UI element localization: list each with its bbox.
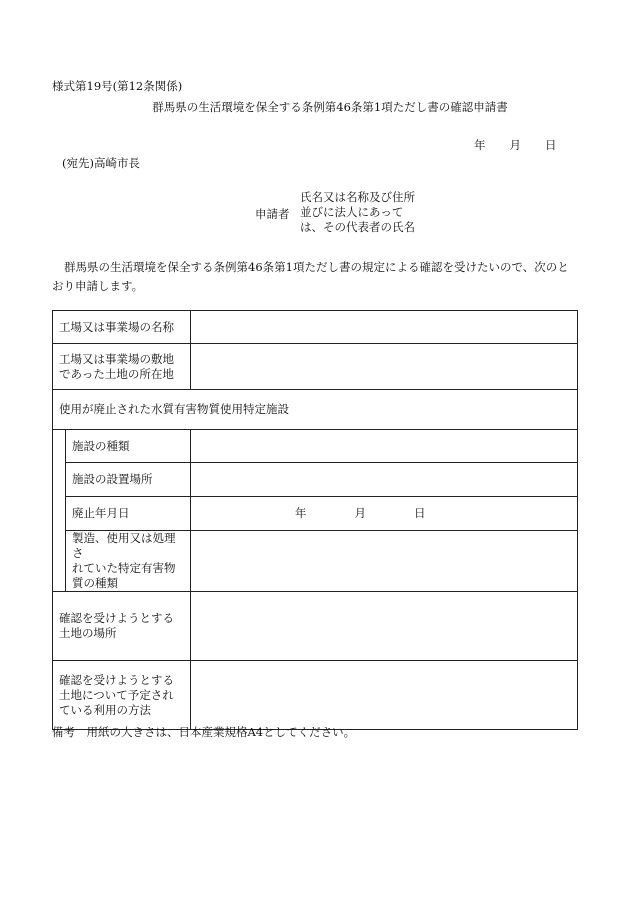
factory-location-label — [53, 344, 191, 390]
applicant-fields — [300, 190, 415, 235]
table-row — [53, 311, 578, 344]
table-row — [53, 430, 578, 463]
application-date — [474, 137, 557, 153]
application-statement: 群馬県の生活環境を保全する条例第46条第1項ただし書の規定による確認を受けたいので、次のとおり申請します。 — [52, 260, 569, 293]
land-use-label — [53, 661, 191, 730]
factory-name-label: 工場又は事業場の名称 — [53, 311, 191, 344]
document-title: 群馬県の生活環境を保全する条例第46条第1項ただし書の確認申請書 — [152, 100, 508, 114]
table-row — [53, 344, 578, 390]
date-month-label: 月 — [509, 138, 521, 152]
abolition-month-label: 月 — [354, 506, 366, 520]
land-use-field[interactable] — [191, 661, 578, 730]
applicant-label: 申請者 — [255, 207, 290, 221]
abolition-date-field[interactable] — [191, 497, 578, 531]
substance-type-label — [66, 531, 191, 592]
table-row — [53, 592, 578, 661]
abolition-date-label: 廃止年月日 — [66, 497, 191, 531]
substance-type-label-line: 質の種類 — [72, 576, 118, 590]
addressee: (宛先)高崎市長 — [62, 156, 140, 170]
table-row — [53, 661, 578, 730]
form-number: 様式第19号(第12条関係) — [52, 79, 183, 93]
substance-type-label-line: 製造、使用又は処理さ — [72, 531, 176, 560]
facility-place-label: 施設の設置場所 — [66, 463, 191, 497]
table-row — [53, 531, 578, 592]
applicant-line-1: 氏名又は名称及び住所 — [300, 190, 415, 204]
remarks-note: 備考 用紙の大きさは、日本産業規格A4としてください。 — [52, 725, 356, 739]
facility-place-field[interactable] — [191, 463, 578, 497]
land-use-label-line: 土地について予定され — [59, 687, 174, 702]
abolition-day-label: 日 — [414, 506, 426, 520]
table-row — [53, 390, 578, 430]
applicant-line-2: 並びに法人にあって — [300, 205, 404, 219]
factory-name-field[interactable] — [191, 311, 578, 344]
factory-location-field[interactable] — [191, 344, 578, 390]
substance-type-field[interactable] — [191, 531, 578, 592]
application-form-table — [52, 310, 578, 730]
land-use-label-line: 確認を受けようとする — [59, 672, 174, 687]
land-place-label-line: 確認を受けようとする — [59, 611, 174, 625]
facility-section-heading: 使用が廃止された水質有害物質使用特定施設 — [53, 390, 578, 430]
abolition-year-label: 年 — [295, 506, 307, 520]
table-row — [53, 497, 578, 531]
date-day-label: 日 — [545, 138, 557, 152]
land-place-label-line: 土地の場所 — [59, 626, 117, 640]
land-place-field[interactable] — [191, 592, 578, 661]
applicant-line-3: は、その代表者の氏名 — [300, 220, 415, 234]
substance-type-label-line: れていた特定有害物 — [72, 561, 176, 575]
land-use-label-line: ている利用の方法 — [59, 702, 151, 717]
facility-type-field[interactable] — [191, 430, 578, 463]
facility-type-label: 施設の種類 — [66, 430, 191, 463]
factory-location-label-line: であった土地の所在地 — [59, 366, 174, 381]
date-year-label: 年 — [474, 138, 486, 152]
table-row — [53, 463, 578, 497]
factory-location-label-line: 工場又は事業場の敷地 — [59, 351, 174, 366]
land-place-label — [53, 592, 191, 661]
